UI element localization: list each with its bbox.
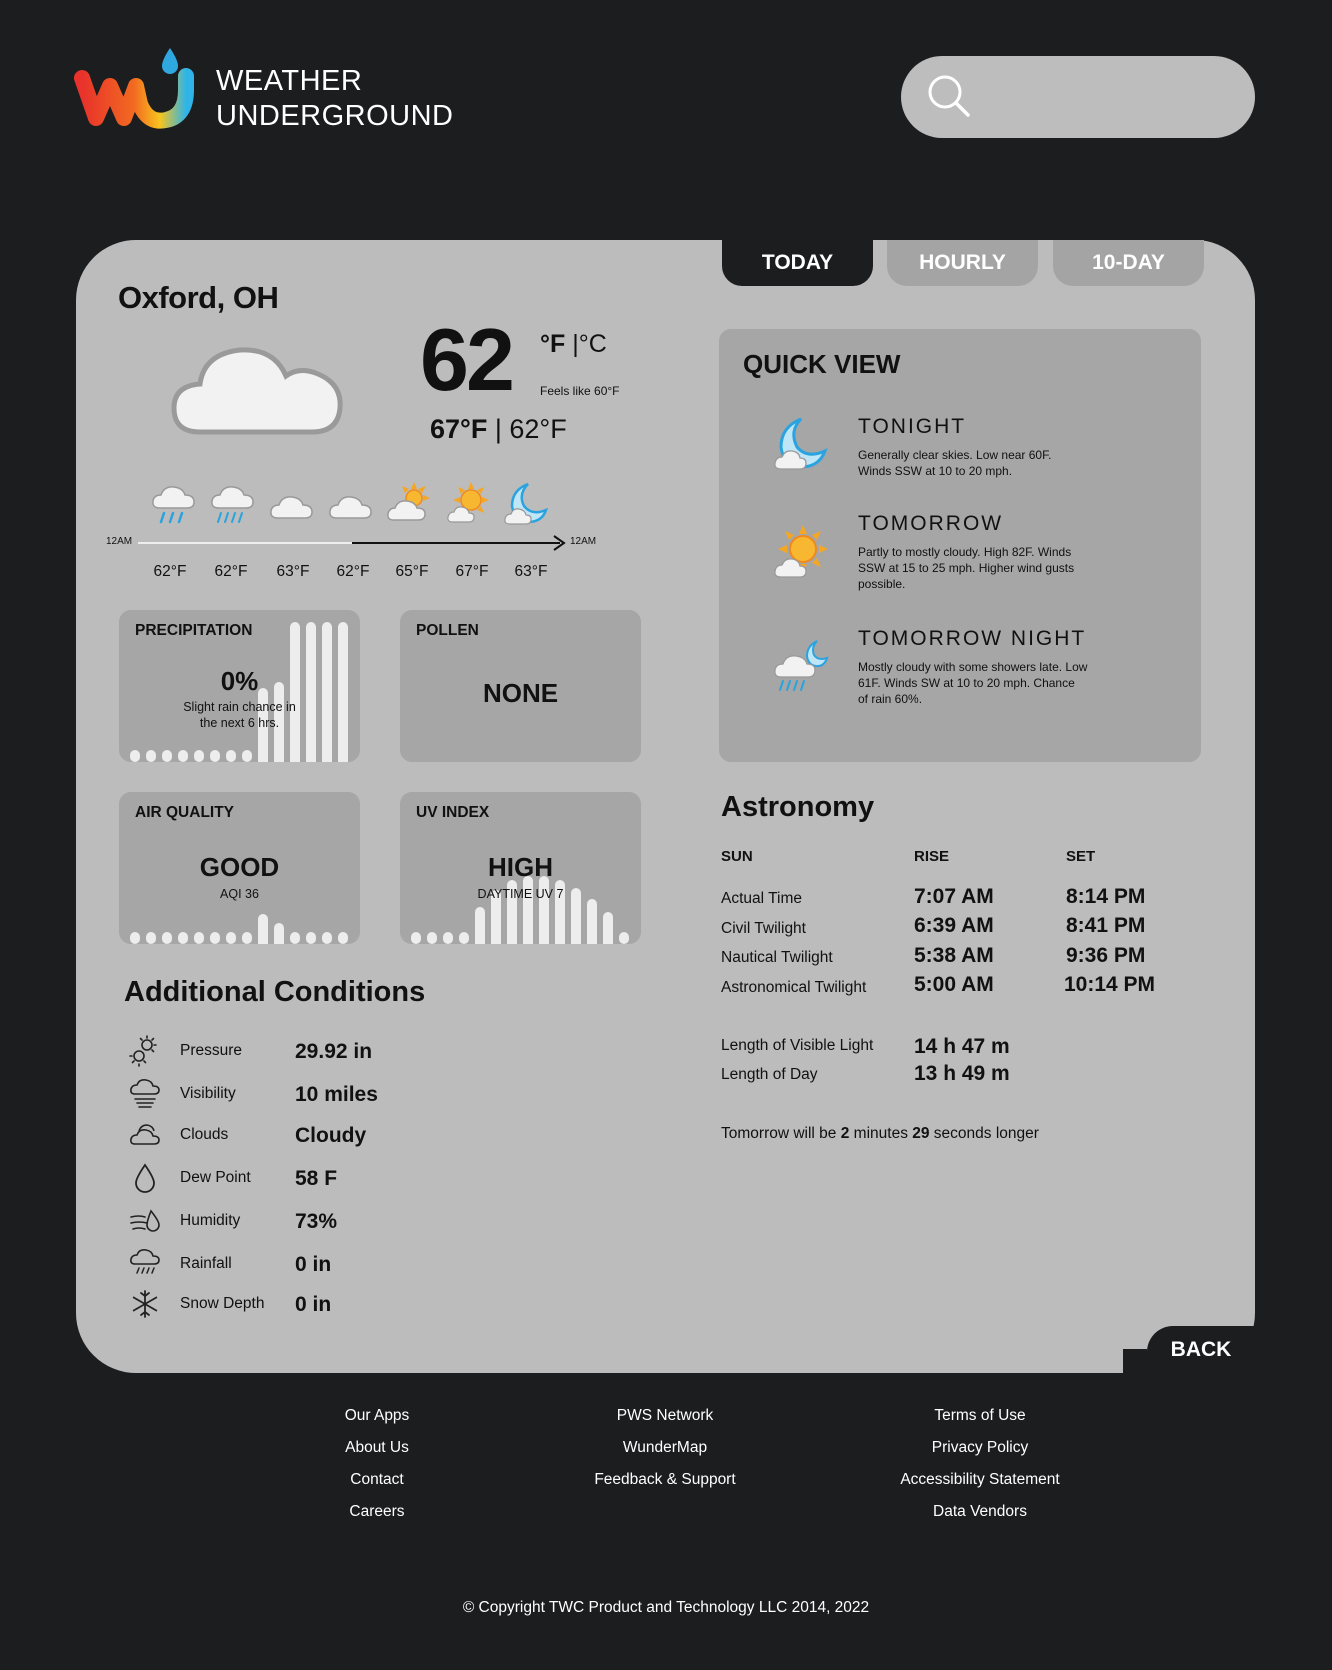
footer-link-privacy[interactable]: Privacy Policy <box>931 1439 1029 1456</box>
hourly-temp: 63°F <box>276 563 310 580</box>
brand-name <box>216 64 454 134</box>
quick-view-heading: TOMORROW <box>858 512 1004 535</box>
feels-like: Feels like 60°F <box>540 384 620 398</box>
astronomy-col-set: SET <box>1066 848 1096 865</box>
hourly-temp: 62°F <box>336 563 370 580</box>
unit-toggle <box>540 330 607 359</box>
quick-view-text: Generally clear skies. Low near 60F. Winds SSW at 10 to 20 mph. <box>858 448 1052 478</box>
sunny-cloud-icon <box>773 523 831 581</box>
astronomy-set: 8:14 PM <box>1066 885 1146 908</box>
visible-light-value: 14 h 47 m <box>914 1035 1010 1058</box>
additional-conditions-title: Additional Conditions <box>124 976 426 1008</box>
astronomy-set: 8:41 PM <box>1066 914 1146 937</box>
hourly-temp: 67°F <box>455 563 489 580</box>
astronomy-row-label: Astronomical Twilight <box>721 979 867 996</box>
condition-value: 0 in <box>295 1293 332 1316</box>
precipitation-value: 0% <box>220 666 259 696</box>
heavy-rain-cloud-icon <box>209 480 257 528</box>
astronomy-rise: 7:07 AM <box>914 885 994 908</box>
snowflake-icon <box>129 1288 161 1320</box>
astronomy-row-label: Actual Time <box>721 890 802 907</box>
astronomy-row-label: Civil Twilight <box>721 920 806 937</box>
unit-separator: | <box>572 330 579 358</box>
high-temp: 67°F <box>430 414 488 444</box>
condition-value: 58 F <box>295 1167 338 1190</box>
note-text: seconds longer <box>929 1125 1039 1142</box>
astronomy-set: 9:36 PM <box>1066 944 1146 967</box>
condition-label: Snow Depth <box>180 1295 265 1312</box>
back-corner <box>1123 1349 1147 1373</box>
uv-index-tile[interactable] <box>400 792 641 944</box>
cloud-icon <box>327 480 375 528</box>
quick-view-text: Mostly cloudy with some showers late. Low 61F. Winds SW at 10 to 20 mph. Chance of rain 60%. <box>858 660 1088 706</box>
pollen-value: NONE <box>482 678 559 708</box>
footer-link-our-apps[interactable]: Our Apps <box>344 1407 410 1424</box>
astronomy-col-rise: RISE <box>914 848 950 865</box>
high-low: 67°F | 62°F <box>430 414 567 444</box>
condition-value: 10 miles <box>295 1083 378 1106</box>
precipitation-note-line: the next 6 hrs. <box>199 716 280 730</box>
copyright: © Copyright TWC Product and Technology LLC 2014, 2022 <box>462 1599 870 1616</box>
visible-light-label: Length of Visible Light <box>721 1037 874 1054</box>
cloud-icon <box>268 480 316 528</box>
hourly-temp: 65°F <box>395 563 429 580</box>
air-quality-index: AQI 36 <box>220 887 259 901</box>
search-icon[interactable] <box>925 72 975 122</box>
timeline-arrow-icon <box>552 535 568 551</box>
air-quality-value: GOOD <box>199 852 280 882</box>
wu-logo-icon[interactable] <box>74 46 204 130</box>
precipitation-tile[interactable] <box>119 610 360 762</box>
uv-index-title: UV INDEX <box>416 804 490 821</box>
condition-value: Cloudy <box>295 1124 367 1147</box>
quick-view-text: Partly to mostly cloudy. High 82F. Winds SSW at 15 to 25 mph. Higher wind gusts possible. <box>858 545 1075 591</box>
tab-hourly[interactable]: HOURLY <box>887 240 1038 286</box>
dew-drop-icon <box>129 1162 161 1194</box>
clouds-icon <box>129 1119 161 1151</box>
moon-cloud-icon <box>504 480 552 528</box>
astronomy-rise: 6:39 AM <box>914 914 994 937</box>
hourly-temp: 62°F <box>214 563 248 580</box>
tab-today[interactable]: TODAY <box>722 240 873 286</box>
note-minutes: 2 <box>840 1125 850 1142</box>
air-quality-title: AIR QUALITY <box>135 804 235 821</box>
footer-link-feedback-support[interactable]: Feedback & Support <box>594 1471 736 1488</box>
city-name: Oxford, OH <box>118 280 279 315</box>
moon-rain-cloud-icon <box>773 639 831 697</box>
day-length-change <box>721 1125 1039 1143</box>
footer-link-pws-network[interactable]: PWS Network <box>616 1407 714 1424</box>
astronomy-row-label: Nautical Twilight <box>721 949 833 966</box>
rainfall-icon <box>129 1246 161 1278</box>
timeline-past <box>138 542 352 544</box>
condition-value: 73% <box>295 1210 338 1233</box>
tab-10-day[interactable]: 10-DAY <box>1053 240 1204 286</box>
astronomy-col-sun: SUN <box>721 848 753 865</box>
hourly-temp: 63°F <box>514 563 548 580</box>
humidity-icon <box>129 1205 161 1237</box>
note-seconds: 29 <box>912 1125 930 1142</box>
low-temp: 62°F <box>509 414 567 444</box>
search-input[interactable] <box>981 76 1231 118</box>
precipitation-note <box>119 699 360 731</box>
pollen-tile[interactable] <box>400 610 641 762</box>
note-text: minutes <box>849 1125 913 1142</box>
current-temperature: 62 <box>420 310 512 409</box>
rain-cloud-icon <box>150 480 198 528</box>
brand-line-1: WEATHER <box>216 65 363 97</box>
footer-link-about-us[interactable]: About Us <box>345 1439 409 1456</box>
astronomy-rise: 5:00 AM <box>914 973 994 996</box>
unit-celsius[interactable]: °C <box>578 330 607 358</box>
quick-view-panel <box>719 329 1201 762</box>
sunny-cloud-icon <box>445 480 493 528</box>
condition-label: Rainfall <box>180 1255 232 1272</box>
pollen-title: POLLEN <box>416 622 479 639</box>
condition-label: Humidity <box>180 1212 241 1229</box>
astronomy-set: 10:14 PM <box>1064 973 1156 996</box>
day-length-value: 13 h 49 m <box>914 1062 1010 1085</box>
visibility-icon <box>129 1078 161 1110</box>
condition-value: 29.92 in <box>295 1040 373 1063</box>
hourly-temp: 62°F <box>153 563 187 580</box>
precipitation-note-line: Slight rain chance in <box>183 700 296 714</box>
pressure-icon <box>129 1035 161 1067</box>
partly-sunny-icon <box>386 480 434 528</box>
note-text: Tomorrow will be <box>721 1125 841 1142</box>
astronomy-title: Astronomy <box>721 791 875 823</box>
unit-fahrenheit[interactable]: °F <box>540 330 566 358</box>
footer-link-accessibility[interactable]: Accessibility Statement <box>900 1471 1060 1488</box>
footer-link-data-vendors[interactable]: Data Vendors <box>933 1503 1027 1520</box>
condition-label: Clouds <box>180 1126 229 1143</box>
footer-link-terms[interactable]: Terms of Use <box>934 1407 1026 1424</box>
timeline-start-label: 12AM <box>106 536 133 547</box>
quick-view-heading: TOMORROW NIGHT <box>858 627 1087 650</box>
condition-label: Pressure <box>180 1042 243 1059</box>
quick-view-heading: TONIGHT <box>858 415 967 438</box>
day-length-label: Length of Day <box>721 1066 818 1083</box>
search-bar[interactable] <box>901 56 1255 138</box>
footer-link-wundermap[interactable]: WunderMap <box>622 1439 708 1456</box>
uv-index-value: HIGH <box>488 852 553 882</box>
footer-link-contact[interactable]: Contact <box>350 1471 404 1488</box>
air-quality-tile[interactable] <box>119 792 360 944</box>
back-button[interactable]: BACK <box>1147 1326 1255 1373</box>
brand-line-2: UNDERGROUND <box>216 100 454 132</box>
footer-link-careers[interactable]: Careers <box>349 1503 405 1520</box>
condition-label: Visibility <box>180 1085 236 1102</box>
timeline-future <box>352 542 560 544</box>
timeline-end-label: 12AM <box>570 536 597 547</box>
astronomy-rise: 5:38 AM <box>914 944 994 967</box>
quick-view-title: QUICK VIEW <box>743 349 901 379</box>
precipitation-title: PRECIPITATION <box>135 622 253 639</box>
uv-index-daytime: DAYTIME UV 7 <box>477 887 564 901</box>
condition-label: Dew Point <box>180 1169 251 1186</box>
cloud-icon <box>170 340 350 440</box>
moon-cloud-icon <box>773 415 831 473</box>
condition-value: 0 in <box>295 1253 332 1276</box>
